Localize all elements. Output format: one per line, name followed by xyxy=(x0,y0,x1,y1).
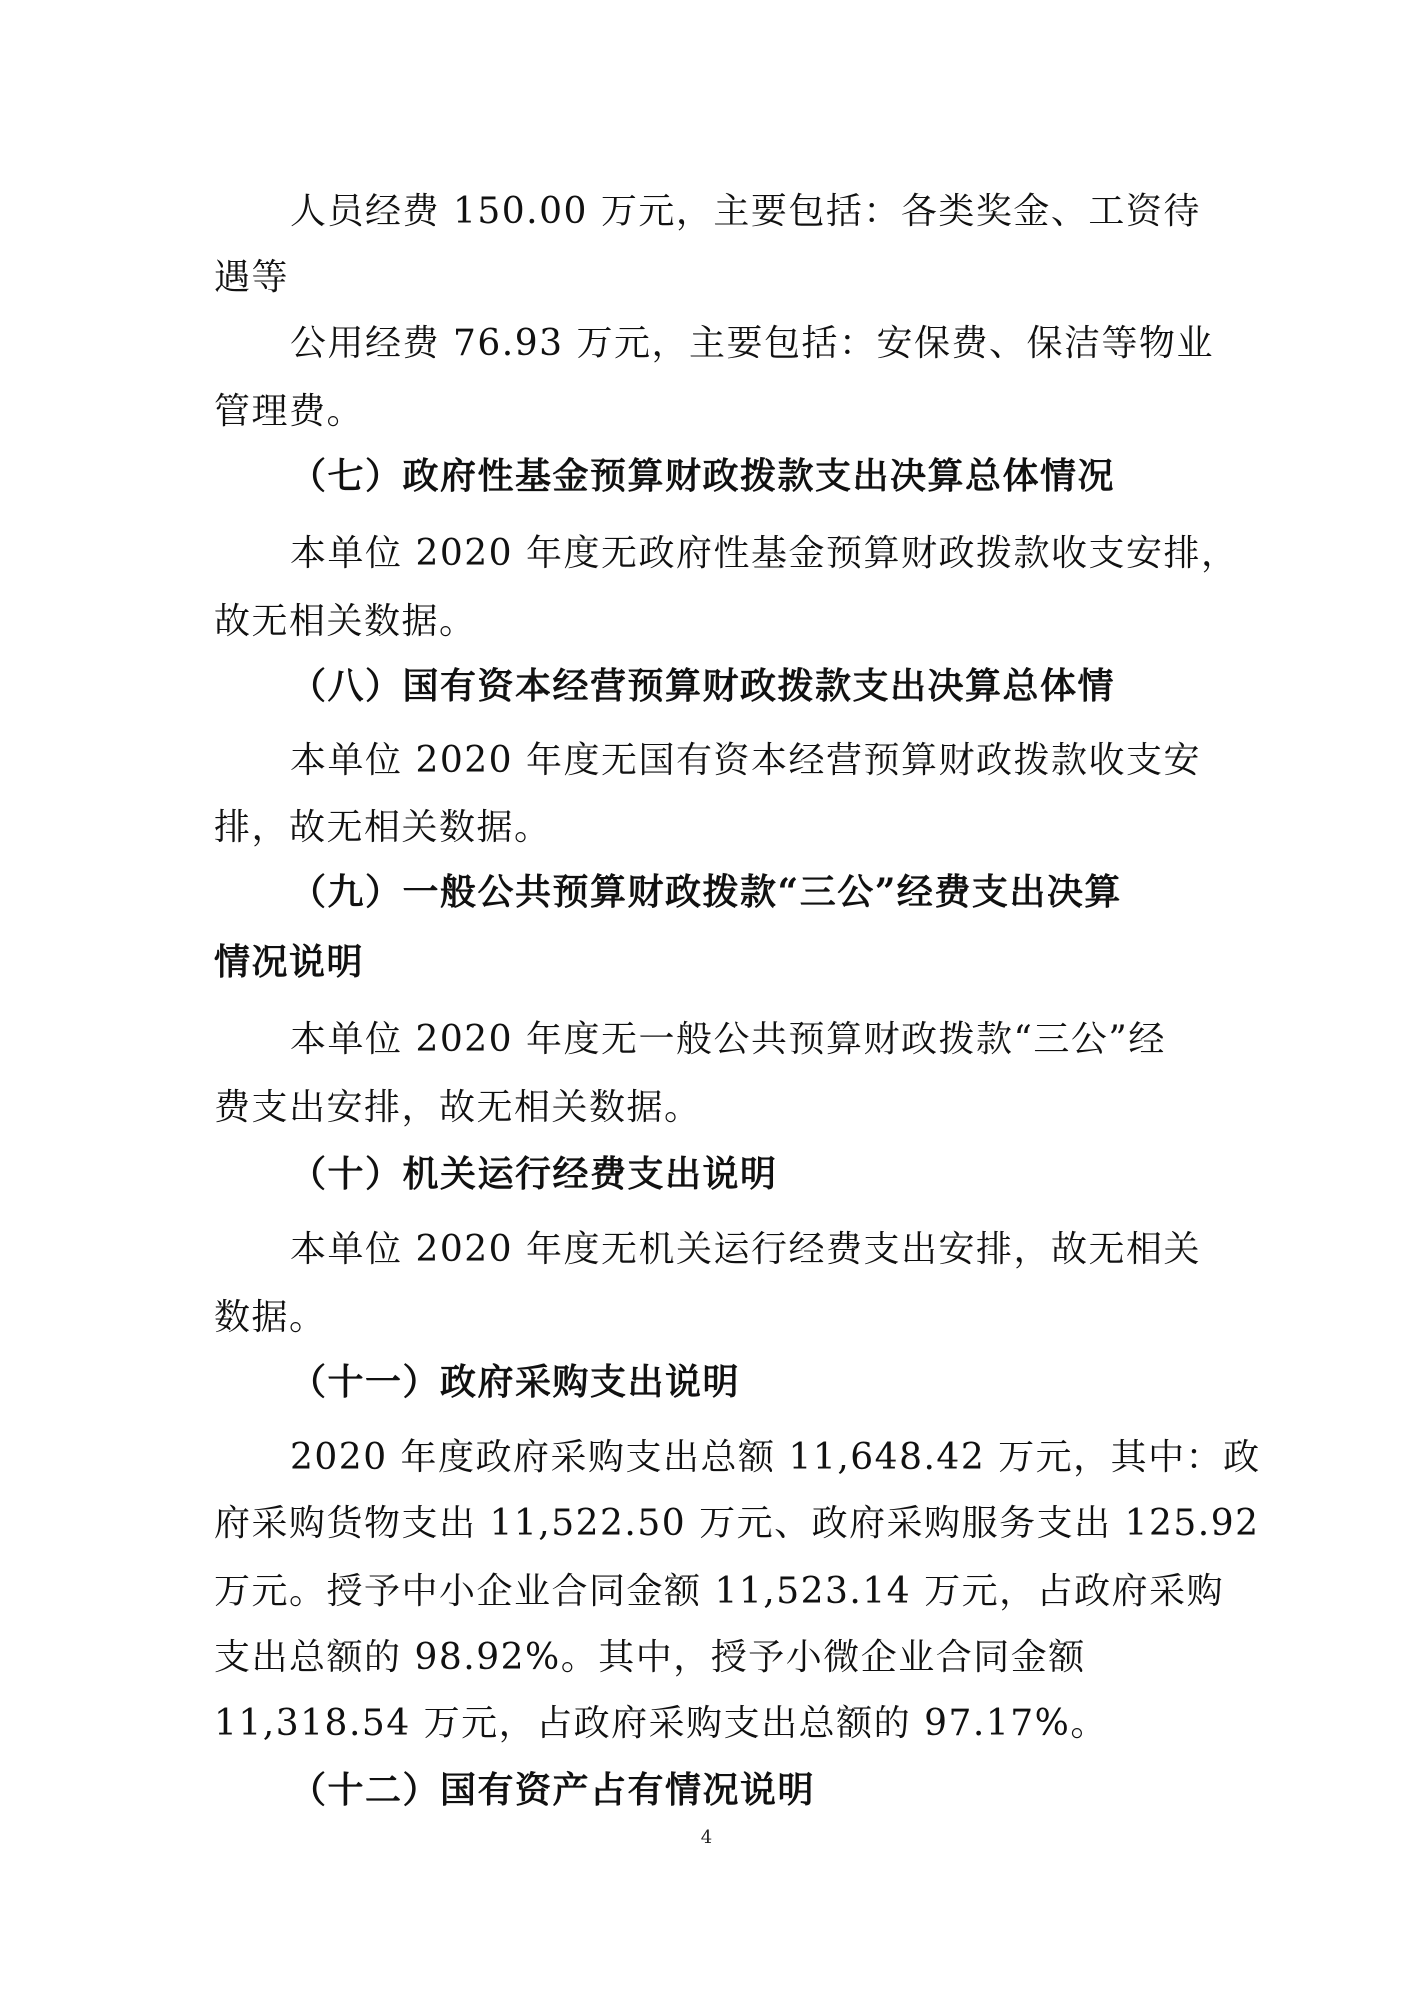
section-12-heading: （十二）国有资产占有情况说明 xyxy=(290,1769,816,1811)
section-11-text-line-5: 11,318.54 万元，占政府采购支出总额的 97.17%。 xyxy=(214,1703,1108,1744)
section-7-text-line-2: 故无相关数据。 xyxy=(214,601,477,642)
section-9-text-line-1: 本单位 2020 年度无一般公共预算财政拨款“三公”经 xyxy=(290,1019,1166,1060)
section-8-heading: （八）国有资本经营预算财政拨款支出决算总体情 xyxy=(290,665,1116,707)
section-8-text-line-2: 排，故无相关数据。 xyxy=(214,807,552,848)
personnel-expense-line-1: 人员经费 150.00 万元，主要包括：各类奖金、工资待 xyxy=(290,191,1201,232)
section-9-text-line-2: 费支出安排，故无相关数据。 xyxy=(214,1087,702,1128)
section-11-text-line-1: 2020 年度政府采购支出总额 11,648.42 万元，其中：政 xyxy=(290,1437,1261,1478)
personnel-expense-line-2: 遇等 xyxy=(214,257,290,298)
section-11-text-line-2: 府采购货物支出 11,522.50 万元、政府采购服务支出 125.92 xyxy=(214,1503,1260,1544)
section-7-heading: （七）政府性基金预算财政拨款支出决算总体情况 xyxy=(290,455,1116,497)
section-9-heading-line-2: 情况说明 xyxy=(214,941,365,983)
section-11-text-line-3: 万元。授予中小企业合同金额 11,523.14 万元，占政府采购 xyxy=(214,1571,1225,1612)
section-10-heading: （十）机关运行经费支出说明 xyxy=(290,1153,778,1195)
section-7-text-line-1: 本单位 2020 年度无政府性基金预算财政拨款收支安排， xyxy=(290,533,1239,574)
public-expense-line-2: 管理费。 xyxy=(214,391,365,432)
section-11-heading: （十一）政府采购支出说明 xyxy=(290,1361,741,1403)
section-10-text-line-2: 数据。 xyxy=(214,1297,327,1338)
section-9-heading-line-1: （九）一般公共预算财政拨款“三公”经费支出决算 xyxy=(290,871,1122,913)
section-8-text-line-1: 本单位 2020 年度无国有资本经营预算财政拨款收支安 xyxy=(290,740,1202,781)
section-10-text-line-1: 本单位 2020 年度无机关运行经费支出安排，故无相关 xyxy=(290,1229,1202,1270)
page-number: 4 xyxy=(700,1827,713,1848)
section-11-text-line-4: 支出总额的 98.92%。其中，授予小微企业合同金额 xyxy=(214,1637,1086,1678)
public-expense-line-1: 公用经费 76.93 万元，主要包括：安保费、保洁等物业 xyxy=(290,323,1214,364)
